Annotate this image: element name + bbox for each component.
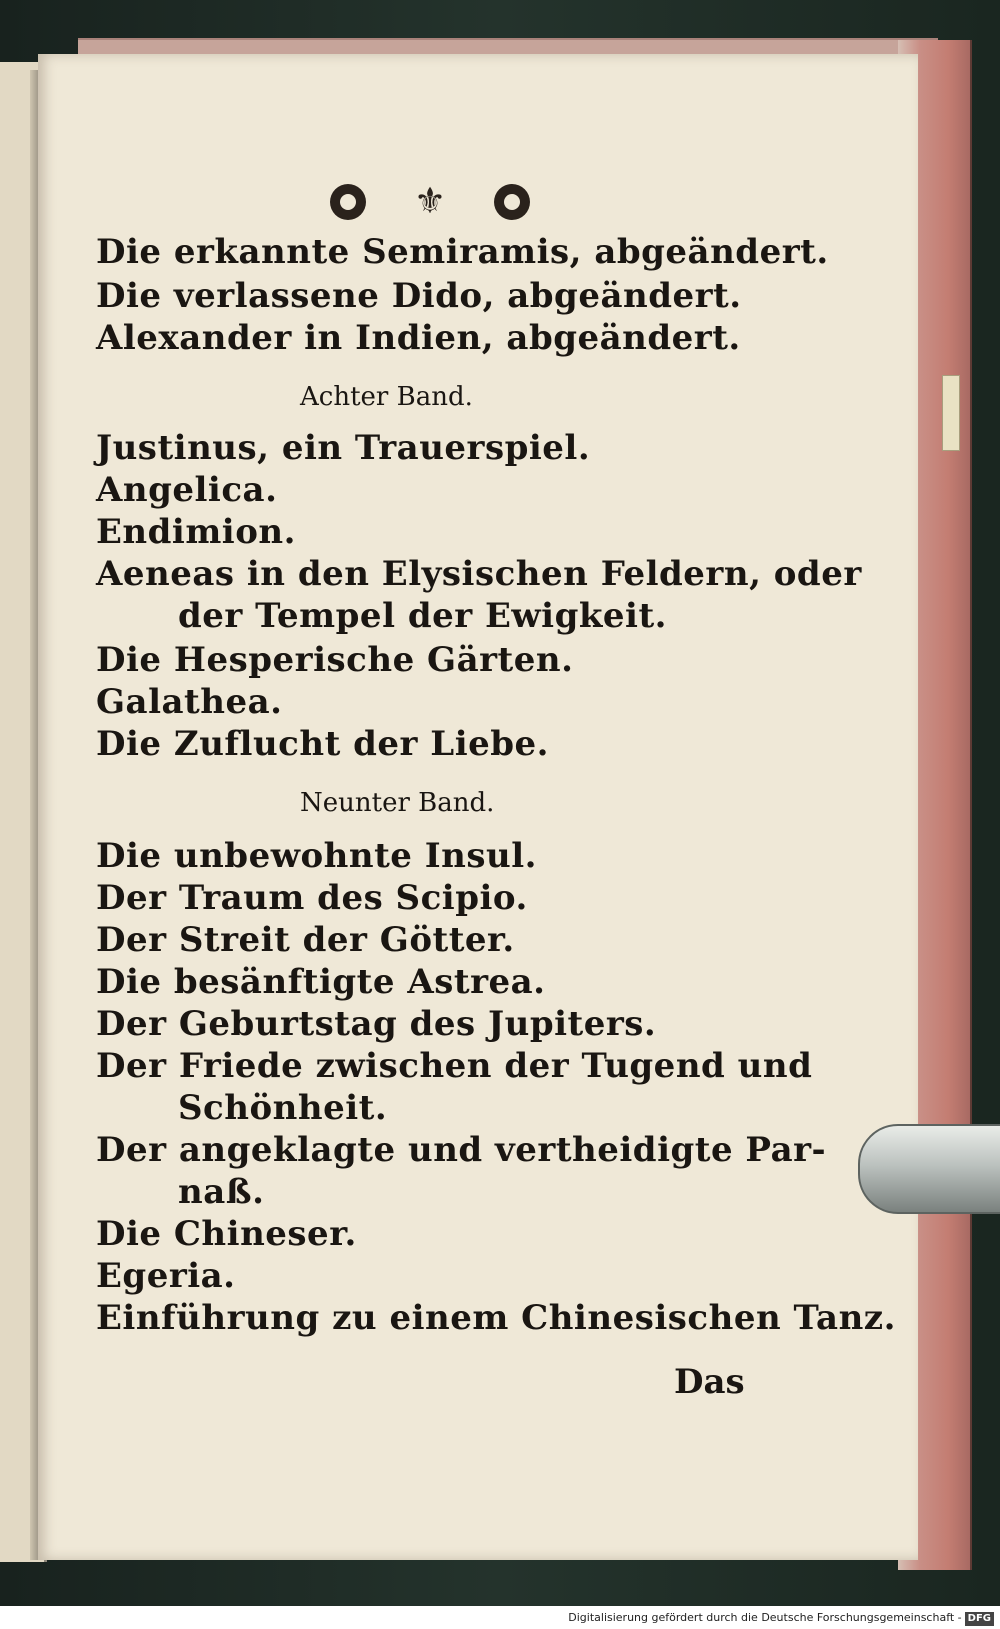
digitization-footer <box>0 1606 1000 1629</box>
text-line: Die Hesperische Gärten. <box>96 640 574 680</box>
text-line: Der Geburtstag des Jupiters. <box>96 1004 657 1044</box>
page-clamp <box>858 1124 1000 1214</box>
rosette-icon <box>494 184 530 220</box>
text-line: der Tempel der Ewigkeit. <box>178 596 667 636</box>
volume-heading: Achter Band. <box>300 382 473 412</box>
text-line: Einführung zu einem Chinesischen Tanz. <box>96 1298 896 1338</box>
text-line: naß. <box>178 1172 265 1212</box>
header-ornament <box>330 180 530 224</box>
text-line: Justinus, ein Trauerspiel. <box>96 428 591 468</box>
text-line: Egeria. <box>96 1256 236 1296</box>
fleur-de-lis-icon: ⚜ <box>413 181 447 222</box>
text-line: Galathea. <box>96 682 283 722</box>
dfg-logo: DFG <box>965 1612 994 1626</box>
bookmark-tab <box>942 375 960 451</box>
volume-heading: Neunter Band. <box>300 788 495 818</box>
text-line: Der Friede zwischen der Tugend und <box>96 1046 813 1086</box>
text-line: Der Streit der Götter. <box>96 920 515 960</box>
text-line: Die verlassene Dido, abgeändert. <box>96 276 742 316</box>
footer-text: Digitalisierung gefördert durch die Deutsche Forschungsgemeinschaft - <box>568 1611 962 1624</box>
text-line: Aeneas in den Elysischen Feldern, oder <box>96 554 862 594</box>
text-line: Die besänftigte Astrea. <box>96 962 546 1002</box>
text-line: Die unbewohnte Insul. <box>96 836 538 876</box>
rosette-icon <box>330 184 366 220</box>
catchword: Das <box>674 1362 745 1402</box>
text-line: Die Zuflucht der Liebe. <box>96 724 549 764</box>
text-line: Alexander in Indien, abgeändert. <box>96 318 741 358</box>
text-line: Endimion. <box>96 512 296 552</box>
text-line: Die Chineser. <box>96 1214 357 1254</box>
text-line: Der angeklagte und vertheidigte Par- <box>96 1130 827 1170</box>
text-line: Die erkannte Semiramis, abgeändert. <box>96 232 829 272</box>
text-line: Angelica. <box>96 470 278 510</box>
text-line: Schönheit. <box>178 1088 388 1128</box>
text-line: Der Traum des Scipio. <box>96 878 528 918</box>
